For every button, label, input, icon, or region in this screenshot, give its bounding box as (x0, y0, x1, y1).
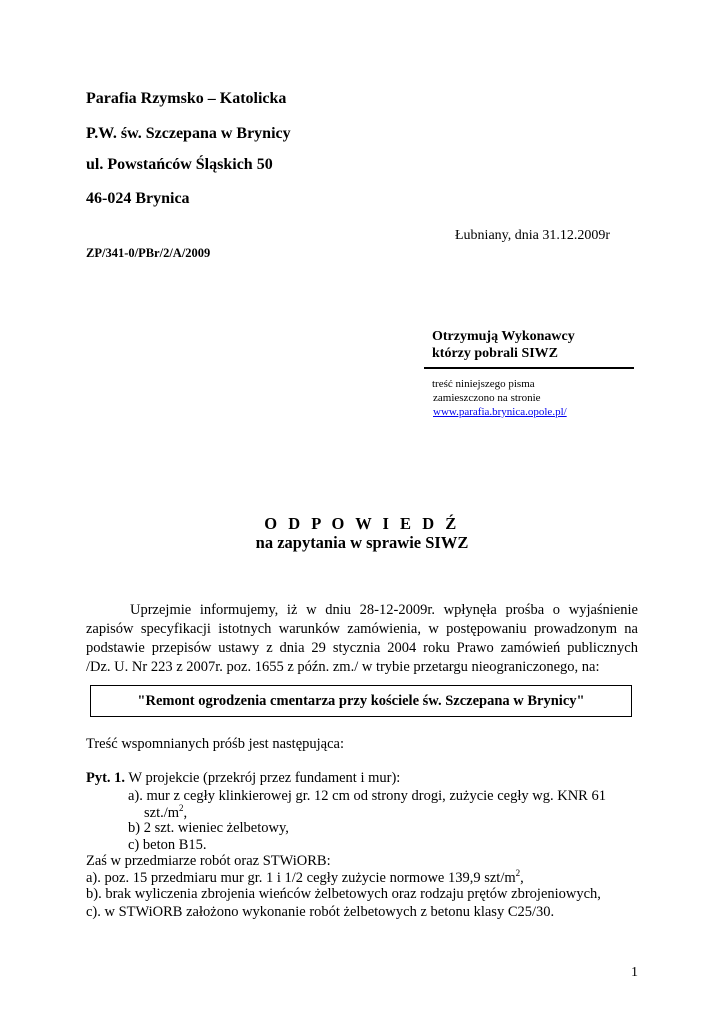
date-line: Łubniany, dnia 31.12.2009r (455, 228, 611, 243)
document-subtitle: na zapytania w sprawie SIWZ (255, 533, 469, 552)
unit-text: szt./m (144, 804, 180, 821)
sender-name: Parafia Rzymsko – Katolicka (86, 90, 287, 107)
point-a-punct: , (520, 869, 524, 886)
question-item-b: b) 2 szt. wieniec żelbetowy, (128, 820, 289, 836)
recipients-divider (424, 367, 634, 369)
sender-street: ul. Powstańców Śląskich 50 (86, 156, 273, 173)
question-item-a-unit (144, 803, 187, 822)
content-intro: Treść wspomnianych próśb jest następująca: (86, 736, 344, 752)
reference-number: ZP/341-0/PBr/2/A/2009 (86, 246, 211, 260)
question-label: Pyt. 1. (86, 770, 126, 786)
point-a-exponent: 2 (515, 868, 521, 878)
question-point-b: b). brak wyliczenia zbrojenia wieńców żelbetowych oraz rodzaju prętów zbrojeniowych, (86, 886, 601, 902)
document-title: O D P O W I E D Ź (264, 514, 460, 533)
unit-exponent: 2 (179, 803, 184, 813)
intro-line: /Dz. U. Nr 223 z 2007r. poz. 1655 z późn. zm./ w trybie przetargu nieograniczonego, na: (86, 659, 600, 675)
intro-paragraph (86, 601, 638, 677)
project-name-box (90, 685, 632, 717)
question-item-c: c) beton B15. (128, 837, 207, 853)
project-name: "Remont ogrodzenia cmentarza przy kościele św. Szczepana w Brynicy" (137, 692, 585, 709)
intro-line: zapisów specyfikacji istotnych warunków zamówienia, w postępowaniu prowadzonym na (86, 621, 638, 637)
note-line1: treść niniejszego pisma (432, 378, 535, 390)
note-line2: zamieszczono na stronie (433, 392, 541, 404)
question-followup: Zaś w przedmiarze robót oraz STWiORB: (86, 853, 331, 869)
unit-punct: , (183, 804, 188, 821)
sender-church: P.W. św. Szczepana w Brynicy (86, 125, 291, 142)
question-point-a (86, 868, 524, 887)
intro-line: podstawie przepisów ustawy z dnia 29 stycznia 2004 roku Prawo zamówień publicznych (86, 640, 638, 656)
recipients-line2: którzy pobrali SIWZ (432, 346, 559, 361)
question-item-a: a). mur z cegły klinkierowej gr. 12 cm od strony drogi, zużycie cegły wg. KNR 61 (128, 788, 606, 804)
intro-line: Uprzejmie informujemy, iż w dniu 28-12-2009r. wpłynęła prośba o wyjaśnienie (130, 602, 638, 618)
recipients-line1: Otrzymują Wykonawcy (432, 329, 575, 344)
point-a-text: a). poz. 15 przedmiaru mur gr. 1 i 1/2 cegły zużycie normowe 139,9 szt/m (86, 869, 516, 886)
sender-city: 46-024 Brynica (86, 190, 190, 207)
question-point-c: c). w STWiORB założono wykonanie robót żelbetowych z betonu klasy C25/30. (86, 904, 555, 920)
question-text: W projekcie (przekrój przez fundament i mur): (125, 770, 401, 786)
question-1 (86, 770, 400, 787)
page-number: 1 (631, 965, 638, 980)
website-link[interactable]: www.parafia.brynica.opole.pl/ (433, 406, 567, 418)
